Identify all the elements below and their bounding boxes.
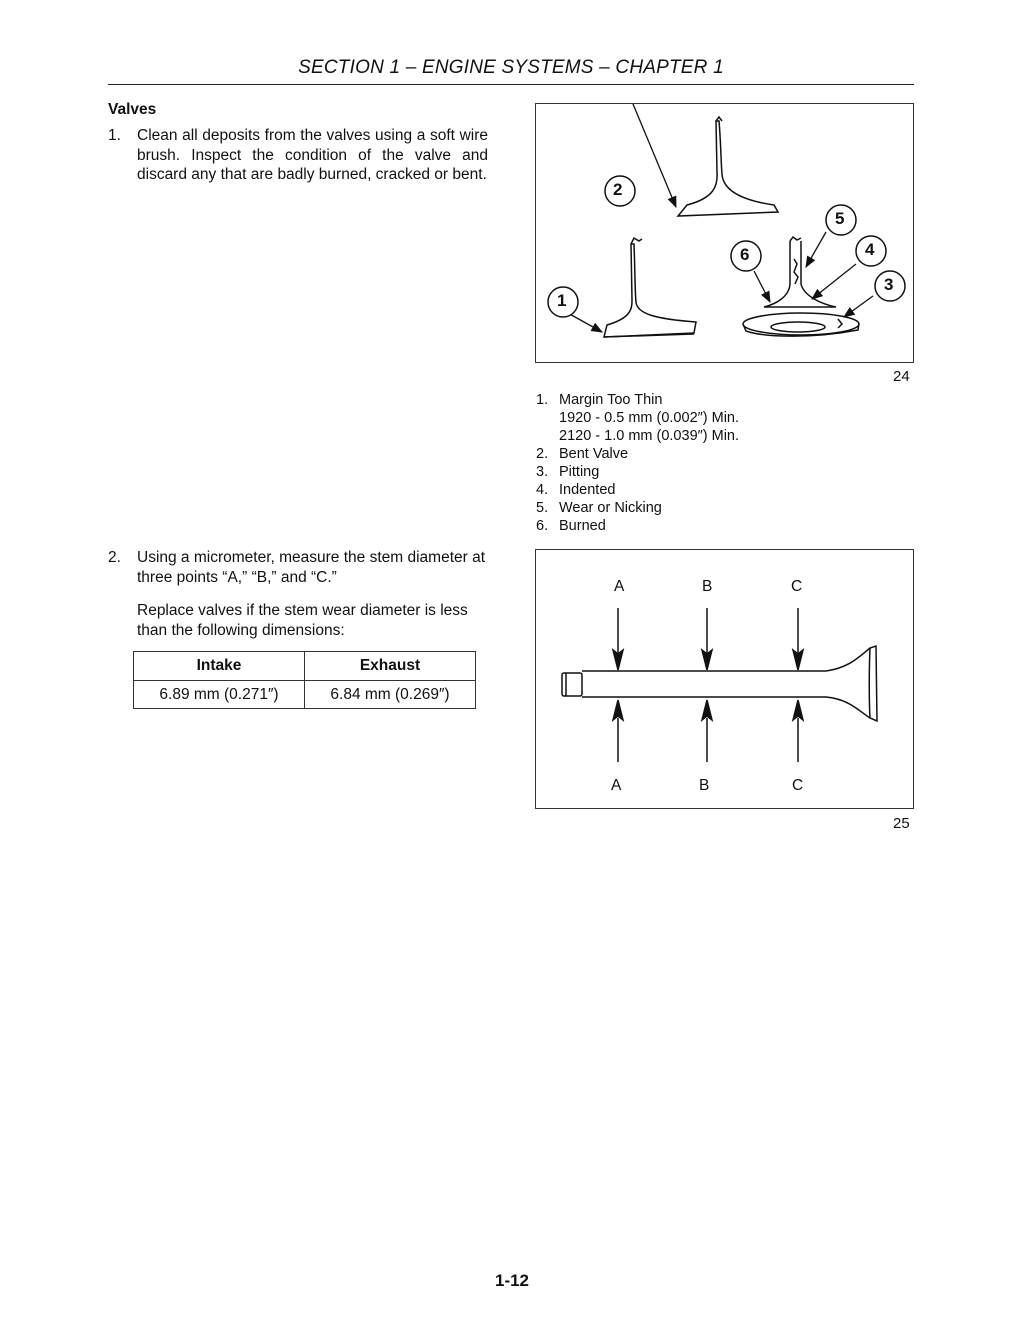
table-cell-exhaust-value: 6.84 mm (0.269″) <box>305 681 476 709</box>
valve-stem-drawing <box>582 646 877 721</box>
point-c-top-label: C <box>791 578 803 595</box>
thin-margin-valve-drawing <box>604 244 696 337</box>
table-header-exhaust: Exhaust <box>305 652 476 681</box>
point-b-top-label: B <box>702 578 713 595</box>
valve-defects-illustration <box>536 104 913 362</box>
table-header-intake: Intake <box>134 652 305 681</box>
stem-measurement-illustration <box>536 550 913 808</box>
step-2 <box>108 548 488 587</box>
callout-4: 4 <box>865 240 875 259</box>
page-number: 1-12 <box>494 1271 530 1290</box>
table-cell-intake-value: 6.89 mm (0.271″) <box>134 681 305 709</box>
bent-valve-drawing <box>678 121 778 216</box>
callout-2: 2 <box>613 180 623 199</box>
callout-5: 5 <box>835 209 845 228</box>
stem-diameter-table <box>133 651 476 709</box>
point-a-bottom-label: A <box>611 777 622 794</box>
step-1-number: 1. <box>108 127 121 144</box>
point-b-bottom-label: B <box>699 777 710 794</box>
burned-valve-drawing <box>764 241 836 307</box>
valve-keeper-end <box>562 673 582 696</box>
table-header-row <box>134 652 476 681</box>
step-2-text: Using a micrometer, measure the stem diameter at three points “A,” “B,” and “C.” <box>137 549 486 586</box>
header-divider <box>108 84 914 85</box>
table-row <box>134 681 476 709</box>
point-c-bottom-label: C <box>792 777 804 794</box>
figure-24-number: 24 <box>893 368 910 385</box>
replace-note: Replace valves if the stem wear diameter is less than the following dimensions: <box>137 602 468 639</box>
callout-6: 6 <box>740 245 750 264</box>
figure-24-valve-defects <box>535 103 914 363</box>
step-2-number: 2. <box>108 549 121 566</box>
step-1-text: Clean all deposits from the valves using a soft wire brush. Inspect the condition of the valve and discard any that are badly burned, cracked or bent. <box>137 127 488 183</box>
section-header-title: SECTION 1 – ENGINE SYSTEMS – CHAPTER 1 <box>298 57 724 78</box>
step-1 <box>108 126 488 185</box>
point-a-top-label: A <box>614 578 625 595</box>
callout-3: 3 <box>884 275 894 294</box>
section-heading: Valves <box>108 101 157 118</box>
figure-25-stem-measurement <box>535 549 914 809</box>
figure-25-number: 25 <box>893 815 910 832</box>
callout-1: 1 <box>557 291 567 310</box>
